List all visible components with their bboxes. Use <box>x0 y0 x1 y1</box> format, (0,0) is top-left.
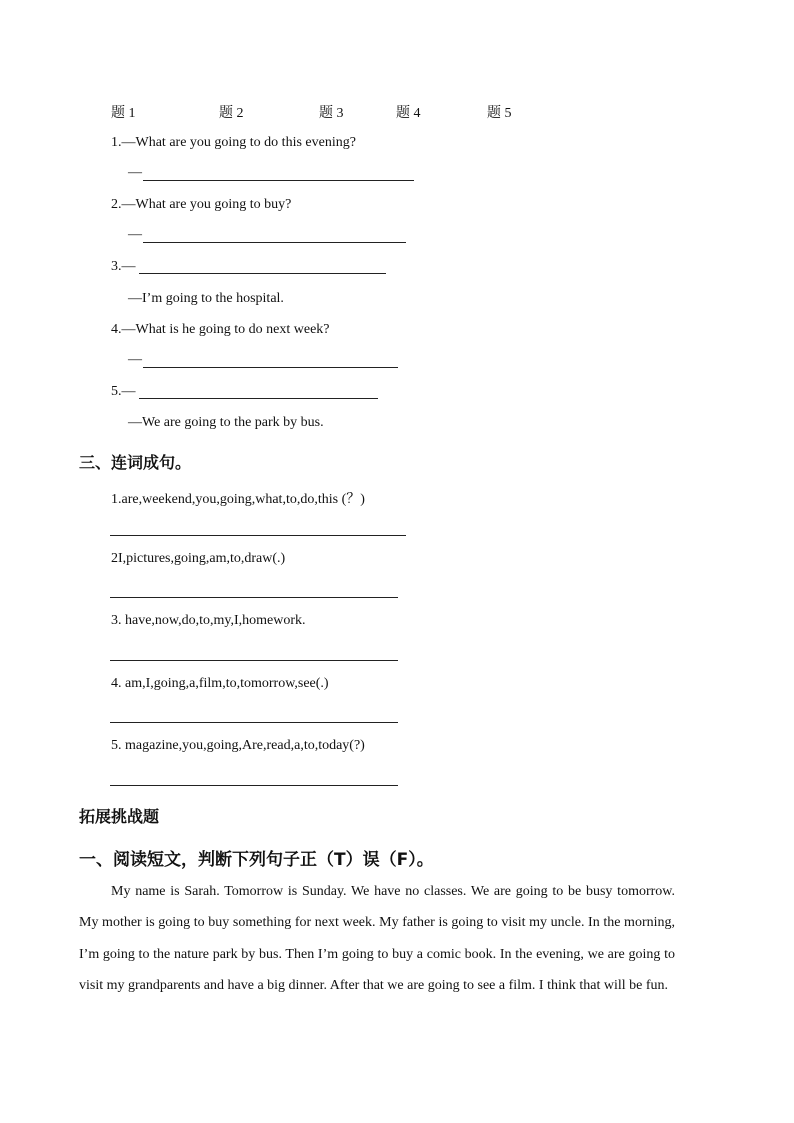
section-3-heading: 三、连词成句。 <box>79 453 192 472</box>
sentence-blank-4[interactable] <box>110 722 398 723</box>
dialogue-question-2: 2.—What are you going to buy? <box>111 197 292 212</box>
sentence-blank-3[interactable] <box>110 660 398 661</box>
question-label-2: 题 2 <box>219 106 244 121</box>
question-label-4: 题 4 <box>396 106 421 121</box>
answer-blank-5[interactable] <box>139 398 378 399</box>
sentence-item-5: 5. magazine,you,going,Are,read,a,to,today(?) <box>111 738 365 753</box>
answer-dash-4: — <box>128 352 142 367</box>
dialogue-answer-3: —I’m going to the hospital. <box>128 291 284 306</box>
extension-heading: 拓展挑战题 <box>79 807 160 826</box>
question-label-5: 题 5 <box>487 106 512 121</box>
answer-dash-2: — <box>128 227 142 242</box>
dialogue-prompt-3: 3.— <box>111 259 136 274</box>
reading-passage: My name is Sarah. Tomorrow is Sunday. We have no classes. We are going to be busy tomorrow. My mother is going to buy something for next week. My father is going to visit my uncle. In the morning, I’m going to the nature park by bus. Then I’m going to buy a comic book. In the evening, we are going to visit my grandparents and have a big dinner. After that we are going to see a film. I think that will be fun. <box>79 884 675 994</box>
dialogue-prompt-5: 5.— <box>111 384 136 399</box>
dialogue-question-1: 1.—What are you going to do this evening? <box>111 135 356 150</box>
answer-blank-1[interactable] <box>143 180 414 181</box>
sentence-item-3: 3. have,now,do,to,my,I,homework. <box>111 613 306 628</box>
sentence-item-2: 2I,pictures,going,am,to,draw(.) <box>111 551 286 566</box>
sentence-blank-1[interactable] <box>110 535 406 536</box>
sentence-blank-2[interactable] <box>110 597 398 598</box>
answer-blank-2[interactable] <box>143 242 406 243</box>
answer-blank-4[interactable] <box>143 367 398 368</box>
dialogue-answer-5: —We are going to the park by bus. <box>128 415 324 430</box>
sentence-item-1: 1.are,weekend,you,going,what,to,do,this (？) <box>111 492 365 507</box>
sentence-item-4: 4. am,I,going,a,film,to,tomorrow,see(.) <box>111 676 329 691</box>
sentence-blank-5[interactable] <box>110 785 398 786</box>
reading-instructions: 一、阅读短文，判断下列句子正（T）误（F）。 <box>79 850 434 870</box>
question-label-1: 题 1 <box>111 106 136 121</box>
question-label-3: 题 3 <box>319 106 344 121</box>
answer-dash-1: — <box>128 165 142 180</box>
answer-blank-3[interactable] <box>139 273 386 274</box>
dialogue-question-4: 4.—What is he going to do next week? <box>111 322 330 337</box>
